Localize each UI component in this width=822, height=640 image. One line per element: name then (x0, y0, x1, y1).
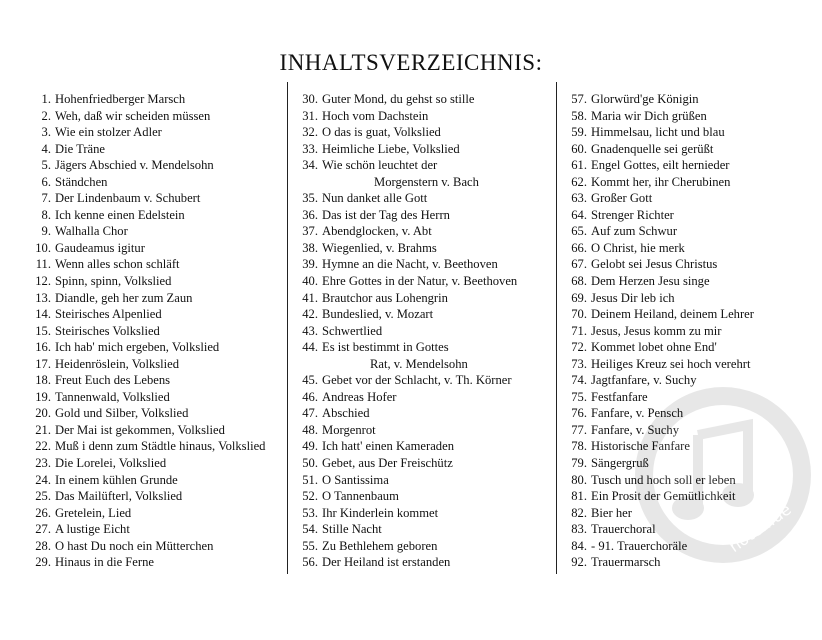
toc-entry (292, 141, 556, 158)
toc-entry (561, 190, 821, 207)
toc-entry (23, 323, 285, 340)
entry-number: 4. (41, 141, 51, 156)
toc-entry (292, 472, 556, 489)
toc-entry (561, 323, 821, 340)
entry-title: - 91. Trauerchoräle (591, 538, 688, 553)
toc-entry (292, 554, 556, 571)
entry-number: 14. (35, 307, 51, 322)
entry-number: 1. (41, 92, 51, 106)
entry-number: 72. (571, 340, 587, 355)
toc-entry (23, 505, 285, 522)
entry-title: Zu Bethlehem geboren (322, 538, 438, 553)
entry-number: 16. (35, 340, 51, 355)
entry-title: Spinn, spinn, Volkslied (55, 274, 172, 289)
entry-number: 74. (571, 373, 587, 388)
entry-title: O das is guat, Volkslied (322, 125, 441, 140)
entry-title: Fanfare, v. Pensch (591, 406, 684, 421)
toc-entry (292, 323, 556, 340)
entry-title: Gebet vor der Schlacht, v. Th. Körner (322, 373, 512, 388)
entry-title: Heidenröslein, Volkslied (55, 356, 180, 371)
toc-column-3 (561, 91, 821, 571)
entry-title: Gnadenquelle sei gerüßt (591, 141, 714, 156)
entry-number: 19. (35, 389, 51, 404)
entry-title: Hinaus in die Ferne (55, 555, 154, 570)
entry-number: 80. (571, 472, 587, 487)
toc-entry (23, 438, 285, 455)
entry-number: 92. (571, 555, 587, 570)
toc-entry (23, 538, 285, 555)
toc-entry (561, 108, 821, 125)
toc-entry (561, 488, 821, 505)
entry-number: 51. (302, 472, 318, 487)
entry-number: 75. (571, 389, 587, 404)
entry-title: Großer Gott (591, 191, 653, 206)
entry-number: 13. (35, 290, 51, 305)
entry-number: 2. (41, 108, 51, 123)
toc-entry (292, 306, 556, 323)
toc-entry (292, 422, 556, 439)
entry-title: Dem Herzen Jesu singe (591, 274, 710, 289)
toc-entry (23, 389, 285, 406)
entry-number: 44. (302, 340, 318, 355)
entry-number: 61. (571, 158, 587, 173)
toc-entry (561, 356, 821, 373)
entry-title: Jägers Abschied v. Mendelsohn (55, 158, 214, 173)
toc-entry (561, 290, 821, 307)
toc-column-2 (292, 91, 556, 571)
toc-entry (292, 488, 556, 505)
toc-entry (292, 223, 556, 240)
toc-entry (23, 472, 285, 489)
entry-title: Kommt her, ihr Cherubinen (591, 174, 731, 189)
entry-number: 28. (35, 538, 51, 553)
entry-number: 48. (302, 422, 318, 437)
toc-entry (23, 157, 285, 174)
toc-entry (561, 223, 821, 240)
entry-number: 31. (302, 108, 318, 123)
entry-title: Heiliges Kreuz sei hoch verehrt (591, 356, 751, 371)
toc-entry (561, 472, 821, 489)
toc-entry (292, 405, 556, 422)
entry-title: Walhalla Chor (55, 224, 128, 239)
entry-number: 65. (571, 224, 587, 239)
toc-entry (561, 273, 821, 290)
toc-entry (292, 372, 556, 389)
entry-number: 38. (302, 240, 318, 255)
toc-entry (561, 141, 821, 158)
entry-title: Hoch vom Dachstein (322, 108, 429, 123)
entry-title: Maria wir Dich grüßen (591, 108, 707, 123)
entry-title: Diandle, geh her zum Zaun (55, 290, 193, 305)
entry-title: Trauermarsch (591, 555, 661, 570)
entry-title: Himmelsau, licht und blau (591, 125, 725, 140)
entry-number: 70. (571, 307, 587, 322)
toc-entry (561, 157, 821, 174)
entry-title: Glorwürd'ge Königin (591, 92, 699, 106)
toc-entry (23, 290, 285, 307)
entry-number: 34. (302, 158, 318, 173)
entry-number: 46. (302, 389, 318, 404)
toc-entry (292, 240, 556, 257)
entry-number: 27. (35, 522, 51, 537)
entry-title: Andreas Hofer (322, 389, 397, 404)
entry-number: 20. (35, 406, 51, 421)
entry-number: 73. (571, 356, 587, 371)
entry-number: 52. (302, 489, 318, 504)
page-title: INHALTSVERZEICHNIS: (279, 50, 543, 75)
entry-title: Ich hab' mich ergeben, Volkslied (55, 340, 220, 355)
entry-title: Auf zum Schwur (591, 224, 678, 239)
toc-entry (292, 455, 556, 472)
entry-number: 23. (35, 456, 51, 471)
entry-number: 5. (41, 158, 51, 173)
entry-number: 36. (302, 207, 318, 222)
entry-title: Der Heiland ist erstanden (322, 555, 451, 570)
entry-number: 17. (35, 356, 51, 371)
entry-title: Stille Nacht (322, 522, 382, 537)
entry-number: 55. (302, 538, 318, 553)
entry-title: Ich kenne einen Edelstein (55, 207, 185, 222)
entry-title: O hast Du noch ein Mütterchen (55, 538, 214, 553)
entry-title: Abschied (322, 406, 370, 421)
toc-entry (292, 290, 556, 307)
entry-title: Gebet, aus Der Freischütz (322, 456, 453, 471)
toc-entry (23, 356, 285, 373)
toc-entry (561, 521, 821, 538)
entry-number: 29. (35, 555, 51, 570)
entry-number: 41. (302, 290, 318, 305)
entry-number: 12. (35, 274, 51, 289)
entry-number: 3. (41, 125, 51, 140)
entry-title: Der Mai ist gekommen, Volkslied (55, 422, 225, 437)
toc-entry (23, 190, 285, 207)
toc-entry (23, 405, 285, 422)
toc-entry (561, 240, 821, 257)
toc-column-1 (23, 91, 285, 571)
toc-entry (23, 488, 285, 505)
entry-title: Ein Prosit der Gemütlichkeit (591, 489, 736, 504)
toc-entry (561, 455, 821, 472)
entry-number: 10. (35, 240, 51, 255)
entry-title: Gold und Silber, Volkslied (55, 406, 189, 421)
entry-title: Kommet lobet ohne End' (591, 340, 717, 355)
entry-title: Freut Euch des Lebens (55, 373, 171, 388)
toc-entry (292, 389, 556, 406)
toc-entry (292, 339, 556, 356)
entry-number: 57. (571, 92, 587, 106)
toc-entry (292, 157, 556, 174)
column-divider (556, 82, 557, 574)
entry-title-continuation: Morgenstern v. Bach (374, 174, 479, 189)
entry-title: Jesus, Jesus komm zu mir (591, 323, 722, 338)
entry-number: 50. (302, 456, 318, 471)
entry-title: Bier her (591, 505, 632, 520)
entry-title: O Santissima (322, 472, 389, 487)
toc-entry (23, 91, 285, 108)
entry-number: 53. (302, 505, 318, 520)
entry-number: 60. (571, 141, 587, 156)
entry-title: Jagtfanfare, v. Suchy (591, 373, 697, 388)
toc-entry (561, 505, 821, 522)
toc-entry (292, 108, 556, 125)
toc-entry (292, 438, 556, 455)
entry-title: Es ist bestimmt in Gottes (322, 340, 449, 355)
entry-number: 21. (35, 422, 51, 437)
entry-number: 82. (571, 505, 587, 520)
entry-title: Wiegenlied, v. Brahms (322, 240, 437, 255)
entry-title: Ihr Kinderlein kommet (322, 505, 439, 520)
toc-entry (561, 256, 821, 273)
entry-number: 71. (571, 323, 587, 338)
entry-number: 33. (302, 141, 318, 156)
entry-title: Brautchor aus Lohengrin (322, 290, 448, 305)
entry-title: Das ist der Tag des Herrn (322, 207, 450, 222)
toc-entry (292, 505, 556, 522)
toc-entry (292, 538, 556, 555)
entry-number: 63. (571, 191, 587, 206)
entry-title: Wenn alles schon schläft (55, 257, 180, 272)
entry-number: 64. (571, 207, 587, 222)
entry-title: Historische Fanfare (591, 439, 690, 454)
entry-title: Strenger Richter (591, 207, 674, 222)
entry-title: In einem kühlen Grunde (55, 472, 178, 487)
entry-title: Bundeslied, v. Mozart (322, 307, 434, 322)
entry-title: Schwertlied (322, 323, 383, 338)
toc-entry (561, 554, 821, 571)
entry-title: Tusch und hoch soll er leben (591, 472, 736, 487)
toc-entry (292, 273, 556, 290)
entry-number: 26. (35, 505, 51, 520)
toc-entry (23, 223, 285, 240)
entry-title: Fanfare, v. Suchy (591, 422, 680, 437)
entry-title: Heimliche Liebe, Volkslied (322, 141, 460, 156)
entry-number: 30. (302, 92, 318, 106)
toc-entry (292, 521, 556, 538)
entry-title: A lustige Eicht (55, 522, 130, 537)
entry-number: 81. (571, 489, 587, 504)
toc-entry (561, 372, 821, 389)
entry-title: Das Mailüfterl, Volkslied (55, 489, 183, 504)
entry-title: Steirisches Alpenlied (55, 307, 162, 322)
toc-entry (561, 438, 821, 455)
entry-title: Wie ein stolzer Adler (55, 125, 162, 140)
entry-number: 66. (571, 240, 587, 255)
entry-number: 83. (571, 522, 587, 537)
toc-entry (292, 207, 556, 224)
toc-entry (23, 141, 285, 158)
toc-entry (561, 174, 821, 191)
entry-number: 56. (302, 555, 318, 570)
entry-number: 79. (571, 456, 587, 471)
entry-title: Guter Mond, du gehst so stille (322, 92, 475, 106)
toc-entry (292, 256, 556, 273)
entry-title: Hymne an die Nacht, v. Beethoven (322, 257, 498, 272)
entry-number: 39. (302, 257, 318, 272)
toc-entry (23, 339, 285, 356)
entry-number: 15. (35, 323, 51, 338)
entry-number: 24. (35, 472, 51, 487)
entry-number: 78. (571, 439, 587, 454)
entry-title: Sängergruß (591, 456, 649, 471)
toc-entry (23, 108, 285, 125)
entry-number: 40. (302, 274, 318, 289)
toc-entry (23, 273, 285, 290)
toc-entry (561, 389, 821, 406)
toc-entry (561, 306, 821, 323)
entry-number: 47. (302, 406, 318, 421)
entry-number: 69. (571, 290, 587, 305)
entry-number: 58. (571, 108, 587, 123)
entry-number: 62. (571, 174, 587, 189)
entry-title: Tannenwald, Volkslied (55, 389, 170, 404)
entry-title: Wie schön leuchtet der (322, 158, 438, 173)
toc-entry (23, 554, 285, 571)
svg-text:noten.de: noten.de (725, 499, 795, 557)
toc-entry (292, 190, 556, 207)
toc-entry (23, 207, 285, 224)
entry-title: Steirisches Volkslied (55, 323, 160, 338)
entry-number: 76. (571, 406, 587, 421)
entry-title: Nun danket alle Gott (322, 191, 428, 206)
entry-number: 84. (571, 538, 587, 553)
toc-entry (292, 124, 556, 141)
toc-entry (561, 339, 821, 356)
entry-title: O Christ, hie merk (591, 240, 685, 255)
entry-title: Gretelein, Lied (55, 505, 132, 520)
toc-entry (23, 372, 285, 389)
toc-entry (23, 455, 285, 472)
entry-title: Muß i denn zum Städtle hinaus, Volkslied (55, 439, 266, 454)
entry-number: 7. (41, 191, 51, 206)
entry-number: 6. (41, 174, 51, 189)
column-divider (287, 82, 288, 574)
entry-number: 8. (41, 207, 51, 222)
entry-number: 22. (35, 439, 51, 454)
entry-number: 49. (302, 439, 318, 454)
entry-title: Weh, daß wir scheiden müssen (55, 108, 211, 123)
entry-number: 18. (35, 373, 51, 388)
entry-number: 43. (302, 323, 318, 338)
toc-entry (561, 124, 821, 141)
toc-entry (561, 405, 821, 422)
toc-entry (561, 422, 821, 439)
entry-title: Der Lindenbaum v. Schubert (55, 191, 201, 206)
entry-number: 25. (35, 489, 51, 504)
entry-number: 67. (571, 257, 587, 272)
entry-title: O Tannenbaum (322, 489, 399, 504)
toc-entry (292, 91, 556, 108)
entry-title: Jesus Dir leb ich (591, 290, 675, 305)
entry-title: Gelobt sei Jesus Christus (591, 257, 718, 272)
entry-number: 42. (302, 307, 318, 322)
entry-title: Ständchen (55, 174, 108, 189)
toc-entry (561, 538, 821, 555)
entry-title: Morgenrot (322, 422, 376, 437)
toc-entry (23, 256, 285, 273)
toc-entry (23, 306, 285, 323)
entry-title: Engel Gottes, eilt hernieder (591, 158, 730, 173)
entry-title: Die Träne (55, 141, 106, 156)
entry-title: Ich hatt' einen Kameraden (322, 439, 454, 454)
entry-title: Hohenfriedberger Marsch (55, 92, 186, 106)
toc-entry (561, 91, 821, 108)
entry-title: Trauerchoral (591, 522, 656, 537)
entry-title: Deinem Heiland, deinem Lehrer (591, 307, 754, 322)
entry-title-continuation: Rat, v. Mendelsohn (370, 356, 468, 371)
entry-title: Abendglocken, v. Abt (322, 224, 432, 239)
entry-title: Gaudeamus igitur (55, 240, 145, 255)
toc-entry (23, 240, 285, 257)
entry-number: 45. (302, 373, 318, 388)
entry-title: Ehre Gottes in der Natur, v. Beethoven (322, 274, 518, 289)
toc-entry (23, 174, 285, 191)
entry-number: 37. (302, 224, 318, 239)
toc-entry (561, 207, 821, 224)
entry-number: 9. (41, 224, 51, 239)
toc-entry (23, 124, 285, 141)
entry-number: 54. (302, 522, 318, 537)
toc-entry (23, 521, 285, 538)
entry-number: 11. (35, 257, 51, 272)
entry-number: 59. (571, 125, 587, 140)
entry-number: 77. (571, 422, 587, 437)
entry-number: 32. (302, 125, 318, 140)
entry-title: Festfanfare (591, 389, 648, 404)
toc-entry (23, 422, 285, 439)
entry-number: 68. (571, 274, 587, 289)
entry-title: Die Lorelei, Volkslied (55, 456, 167, 471)
entry-number: 35. (302, 191, 318, 206)
